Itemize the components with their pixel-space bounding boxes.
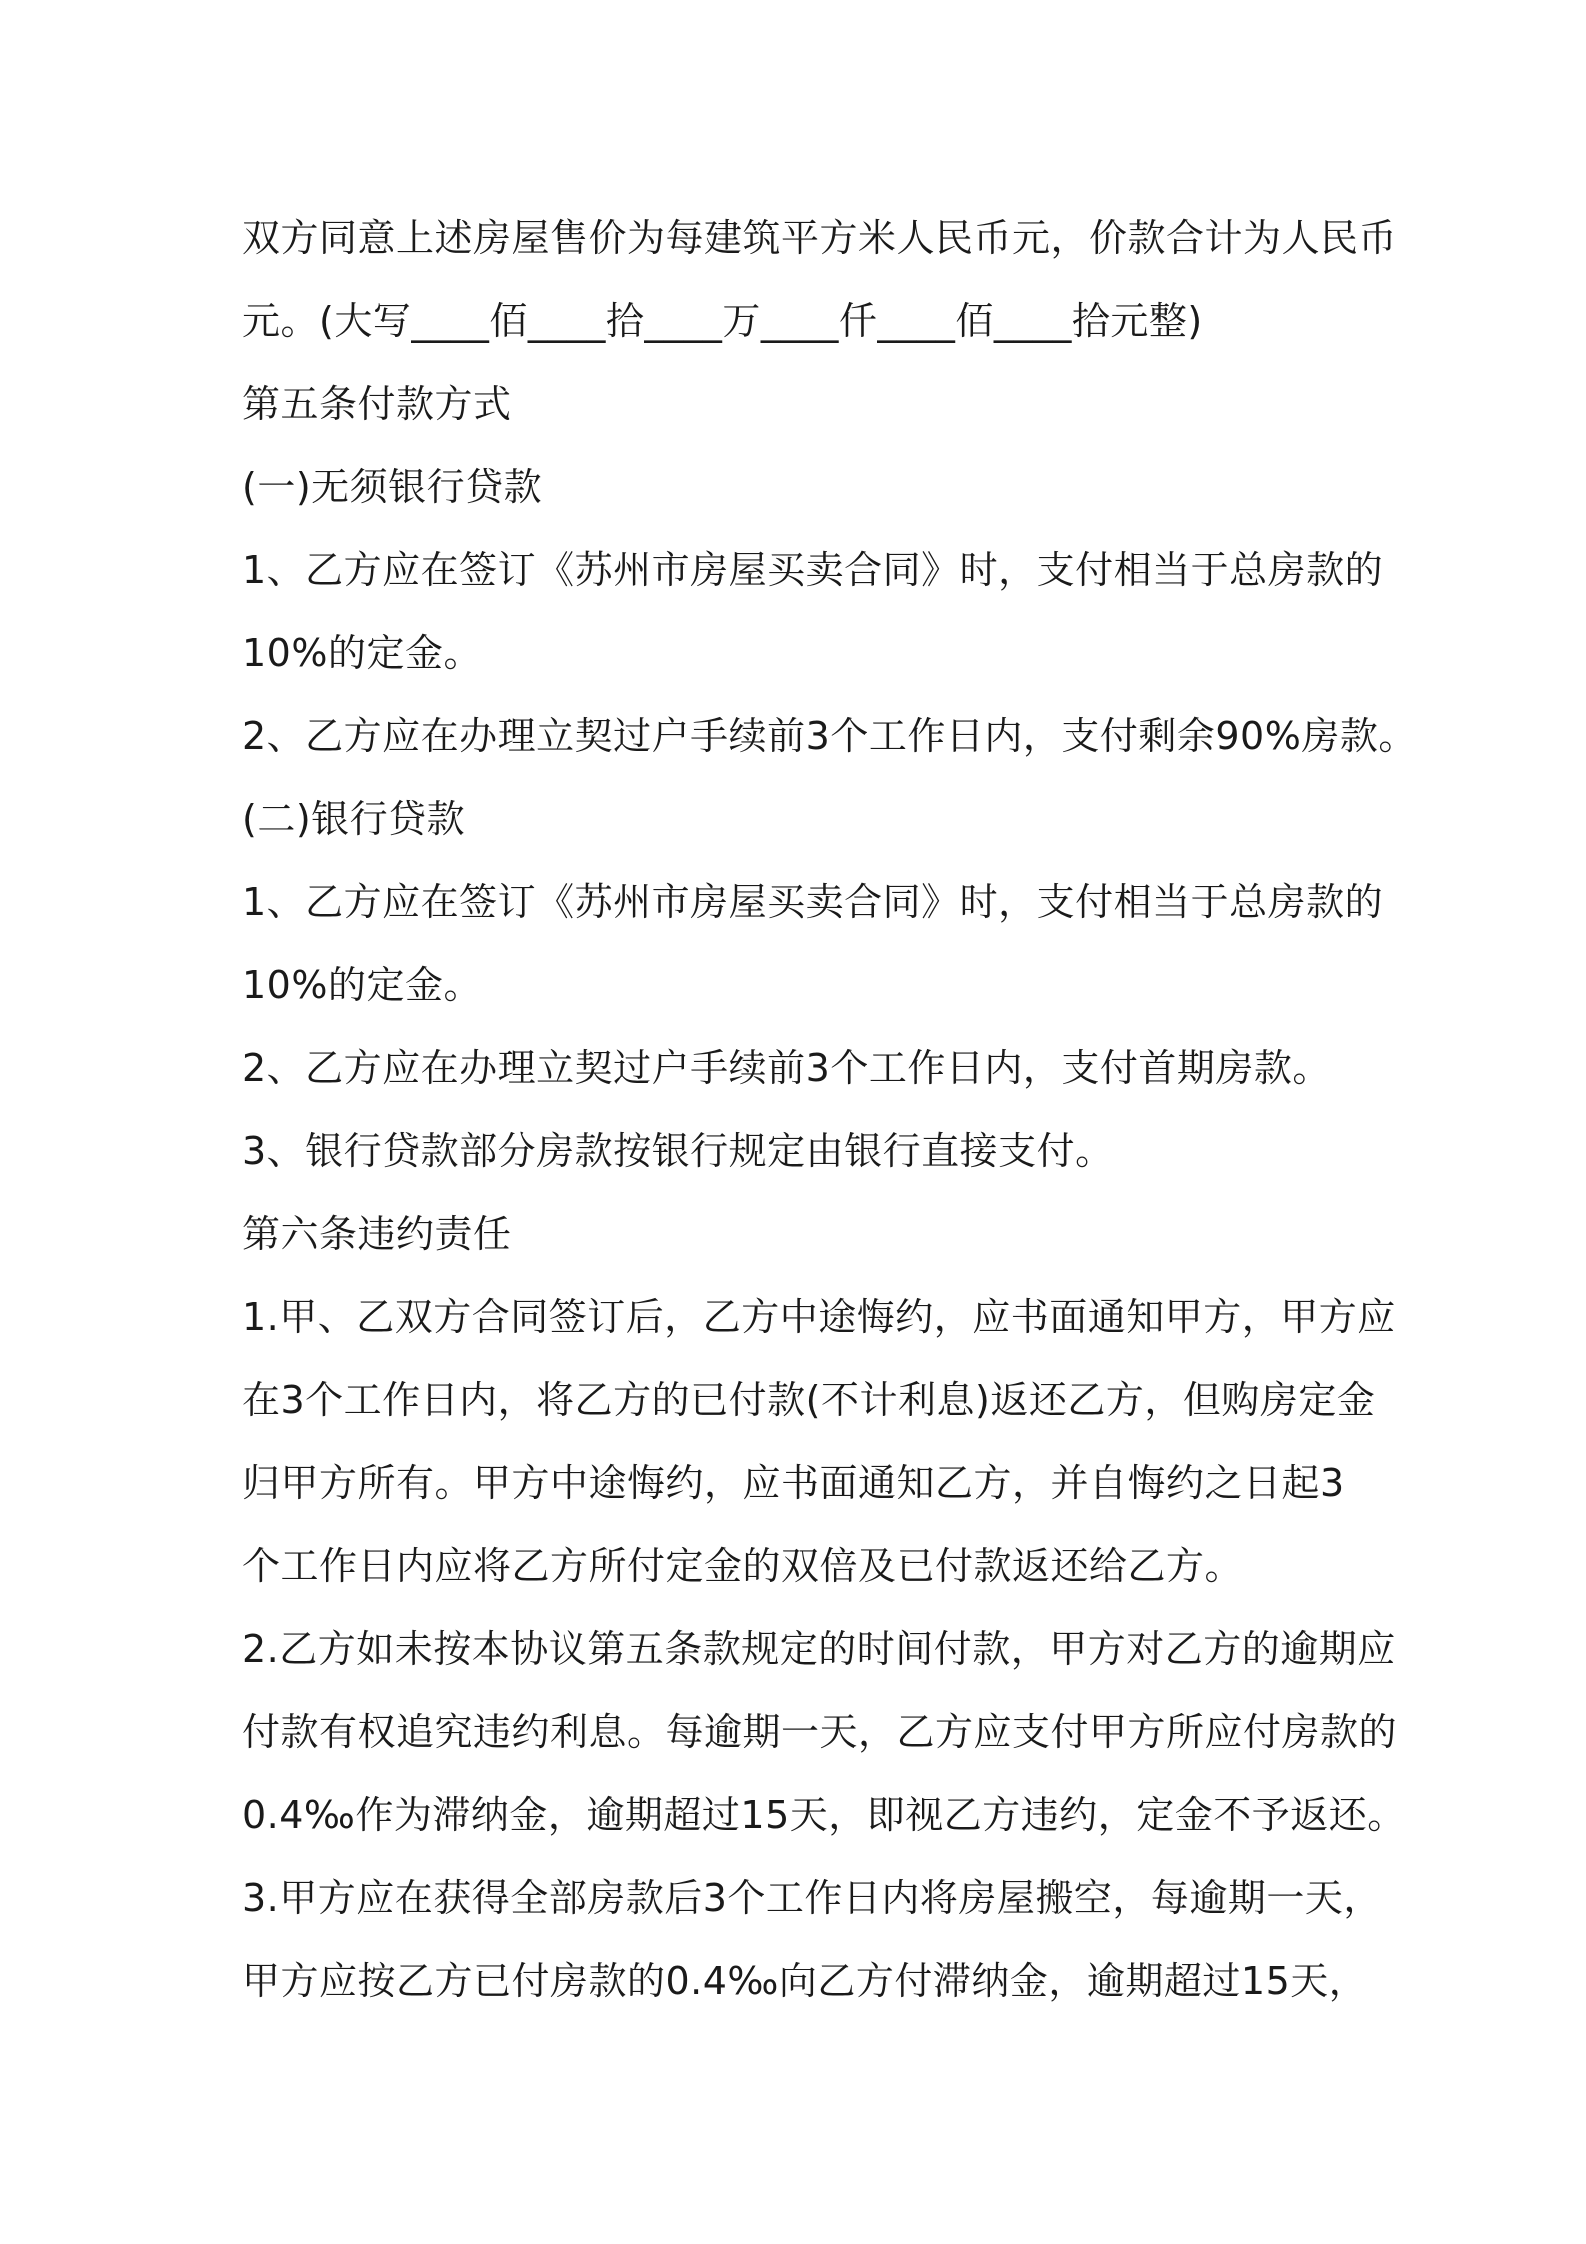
text-line: 甲方应按乙方已付房款的0.4‰向乙方付滞纳金，逾期超过15天， [242,1959,1368,2003]
subsection-heading: (一)无须银行贷款 [242,465,543,509]
text-line: 10%的定金。 [242,963,482,1007]
text-line: 2、乙方应在办理立契过户手续前3个工作日内，支付剩余90%房款。 [242,714,1417,758]
document-body [242,197,1417,2023]
text-line: 2.乙方如未按本协议第五条款规定的时间付款，甲方对乙方的逾期应 [242,1627,1396,1671]
text-line: 元。(大写____佰____拾____万____仟____佰____拾元整) [242,299,1203,343]
text-line: 付款有权追究违约利息。每逾期一天，乙方应支付甲方所应付房款的 [242,1710,1398,1754]
text-line: 2、乙方应在办理立契过户手续前3个工作日内，支付首期房款。 [242,1046,1331,1090]
text-line: 1、乙方应在签订《苏州市房屋买卖合同》时，支付相当于总房款的 [242,880,1384,924]
text-line: 10%的定金。 [242,631,482,675]
text-line: 1.甲、乙双方合同签订后，乙方中途悔约，应书面通知甲方，甲方应 [242,1295,1396,1339]
text-line: 3.甲方应在获得全部房款后3个工作日内将房屋搬空，每逾期一天， [242,1876,1382,1920]
text-line: 0.4‰作为滞纳金，逾期超过15天，即视乙方违约，定金不予返还。 [242,1793,1406,1837]
section-heading: 第五条付款方式 [242,382,512,426]
text-line: 3、银行贷款部分房款按银行规定由银行直接支付。 [242,1129,1114,1173]
text-line: 个工作日内应将乙方所付定金的双倍及已付款返还给乙方。 [242,1544,1244,1588]
text-line: 在3个工作日内，将乙方的已付款(不计利息)返还乙方，但购房定金 [242,1378,1376,1422]
text-line: 1、乙方应在签订《苏州市房屋买卖合同》时，支付相当于总房款的 [242,548,1384,592]
subsection-heading: (二)银行贷款 [242,797,466,841]
text-line: 双方同意上述房屋售价为每建筑平方米人民币元，价款合计为人民币 [242,216,1398,260]
section-heading: 第六条违约责任 [242,1212,512,1256]
text-line: 归甲方所有。甲方中途悔约，应书面通知乙方，并自悔约之日起3 [242,1461,1345,1505]
